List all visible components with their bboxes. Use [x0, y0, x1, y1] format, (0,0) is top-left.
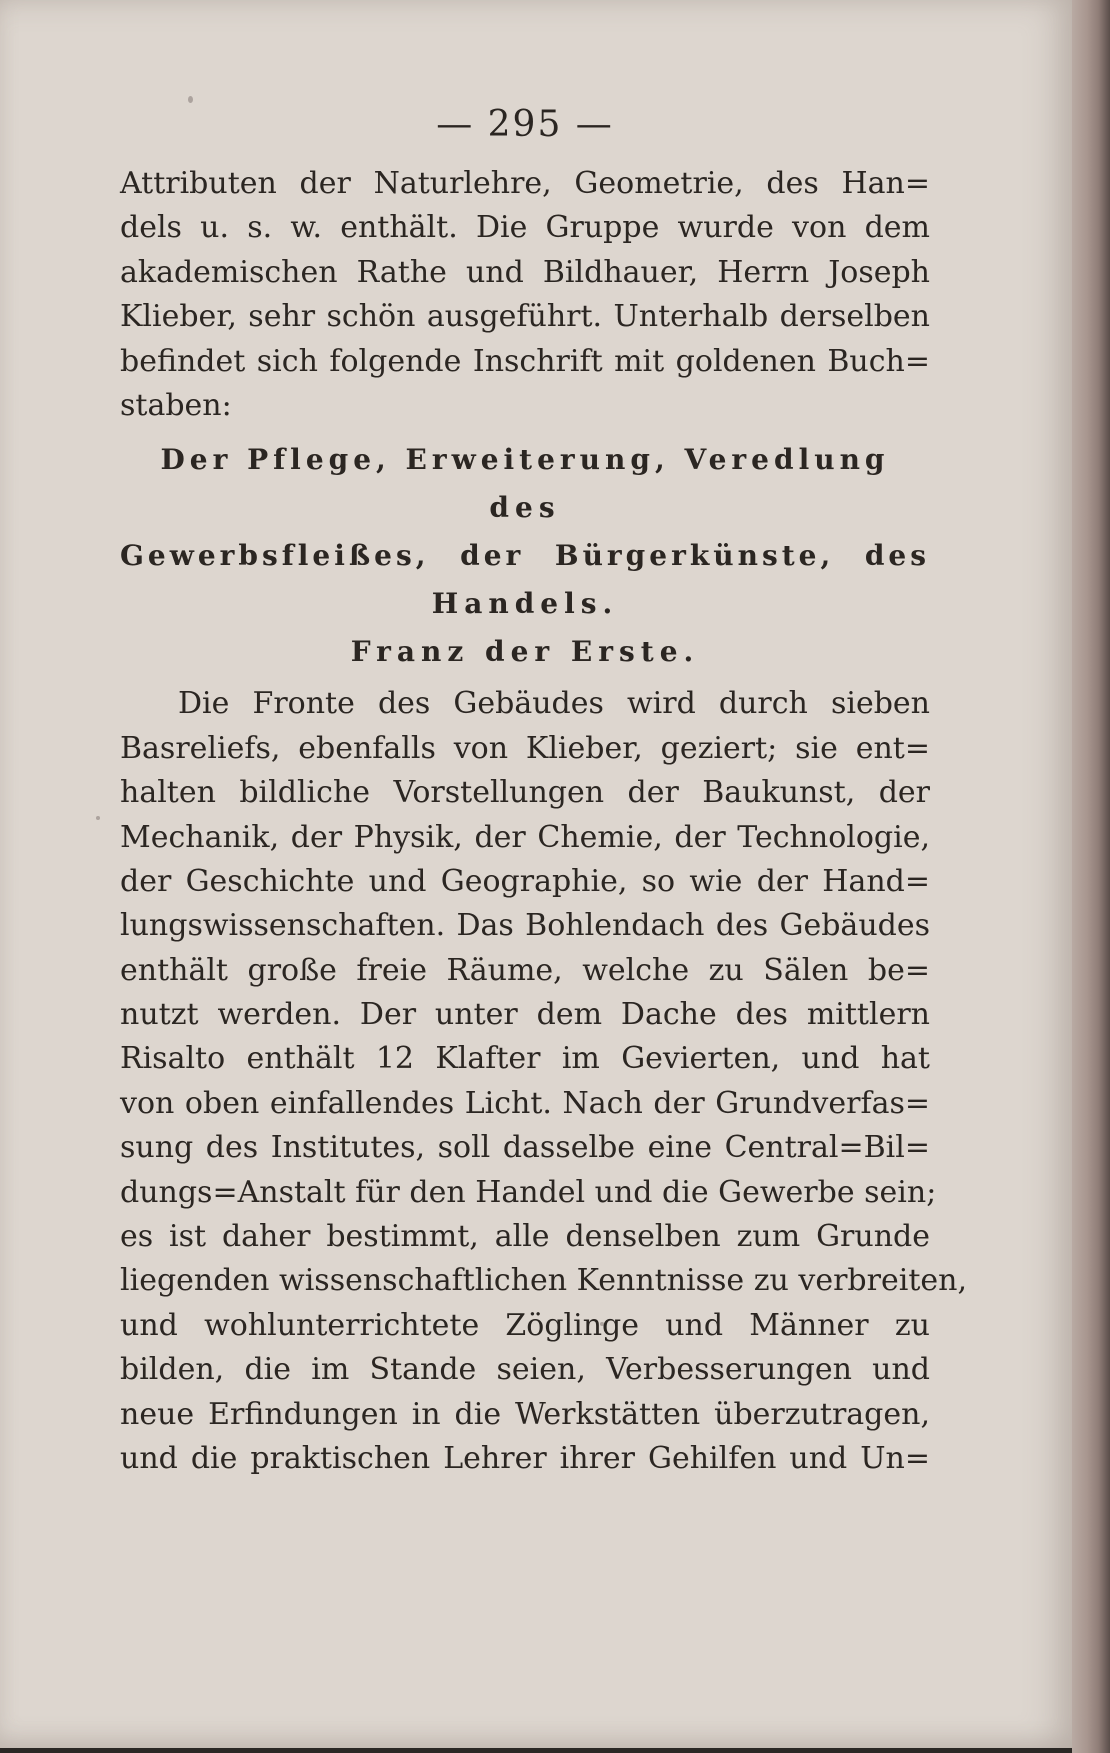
text-line: Risalto enthält 12 Klafter im Gevierten, und hat — [120, 1041, 930, 1077]
text-line: der Geschichte und Geographie, so wie der Hand= — [120, 863, 930, 899]
text-block — [120, 100, 967, 1481]
text-line: befindet sich folgende Inschrift mit goldenen Buch= — [120, 343, 930, 379]
text-line: Mechanik, der Physik, der Chemie, der Technologie, — [120, 819, 930, 855]
text-line: Die Fronte des Gebäudes wird durch sieben — [178, 686, 930, 722]
text-line: staben: — [120, 387, 232, 423]
text-line: und die praktischen Lehrer ihrer Gehilfen und Un= — [120, 1440, 930, 1476]
text-line: akademischen Rathe und Bildhauer, Herrn Joseph — [120, 254, 930, 290]
text-line: dungs=Anstalt für den Handel und die Gewerbe sein; — [120, 1174, 937, 1210]
text-line: es ist daher bestimmt, alle denselben zum Grunde — [120, 1219, 930, 1255]
text-line: und wohlunterrichtete Zöglinge und Männer zu — [120, 1307, 930, 1343]
paragraph-continuation — [120, 162, 930, 428]
inscription-line: Franz der Erste. — [350, 635, 700, 669]
text-line: liegenden wissenschaftlichen Kenntnisse zu verbreiten, — [120, 1263, 967, 1299]
inscription-line: Handels. — [431, 587, 619, 621]
text-line: bilden, die im Stande seien, Verbesserungen und — [120, 1352, 930, 1388]
paragraph-main — [120, 682, 967, 1481]
page-number: — 295 — — [436, 104, 614, 145]
book-page-edges — [1072, 0, 1110, 1753]
paper-speck — [96, 816, 100, 820]
text-line: enthält große freie Räume, welche zu Sälen be= — [120, 952, 930, 988]
inscription-line: des — [489, 491, 561, 525]
text-line: dels u. s. w. enthält. Die Gruppe wurde von dem — [120, 210, 930, 246]
inscription-line: Der Pflege, Erweiterung, Veredlung — [160, 443, 890, 477]
text-line: von oben einfallendes Licht. Nach der Grundverfas= — [120, 1085, 930, 1121]
inscription — [120, 436, 930, 676]
inscription-line: Gewerbsfleißes, der Bürgerkünste, des — [120, 539, 930, 573]
text-line: Basreliefs, ebenfalls von Klieber, geziert; sie ent= — [120, 730, 930, 766]
text-line: nutzt werden. Der unter dem Dache des mittlern — [120, 997, 930, 1033]
text-line: Attributen der Naturlehre, Geometrie, des Han= — [120, 166, 930, 201]
text-line: neue Erfindungen in die Werkstätten überzutragen, — [120, 1396, 930, 1432]
text-line: sung des Institutes, soll dasselbe eine Central=Bil= — [120, 1130, 930, 1166]
text-line: halten bildliche Vorstellungen der Baukunst, der — [120, 775, 930, 811]
text-line: Klieber, sehr schön ausgeführt. Unterhalb derselben — [120, 299, 930, 335]
text-line: lungswissenschaften. Das Bohlendach des Gebäudes — [120, 908, 930, 944]
